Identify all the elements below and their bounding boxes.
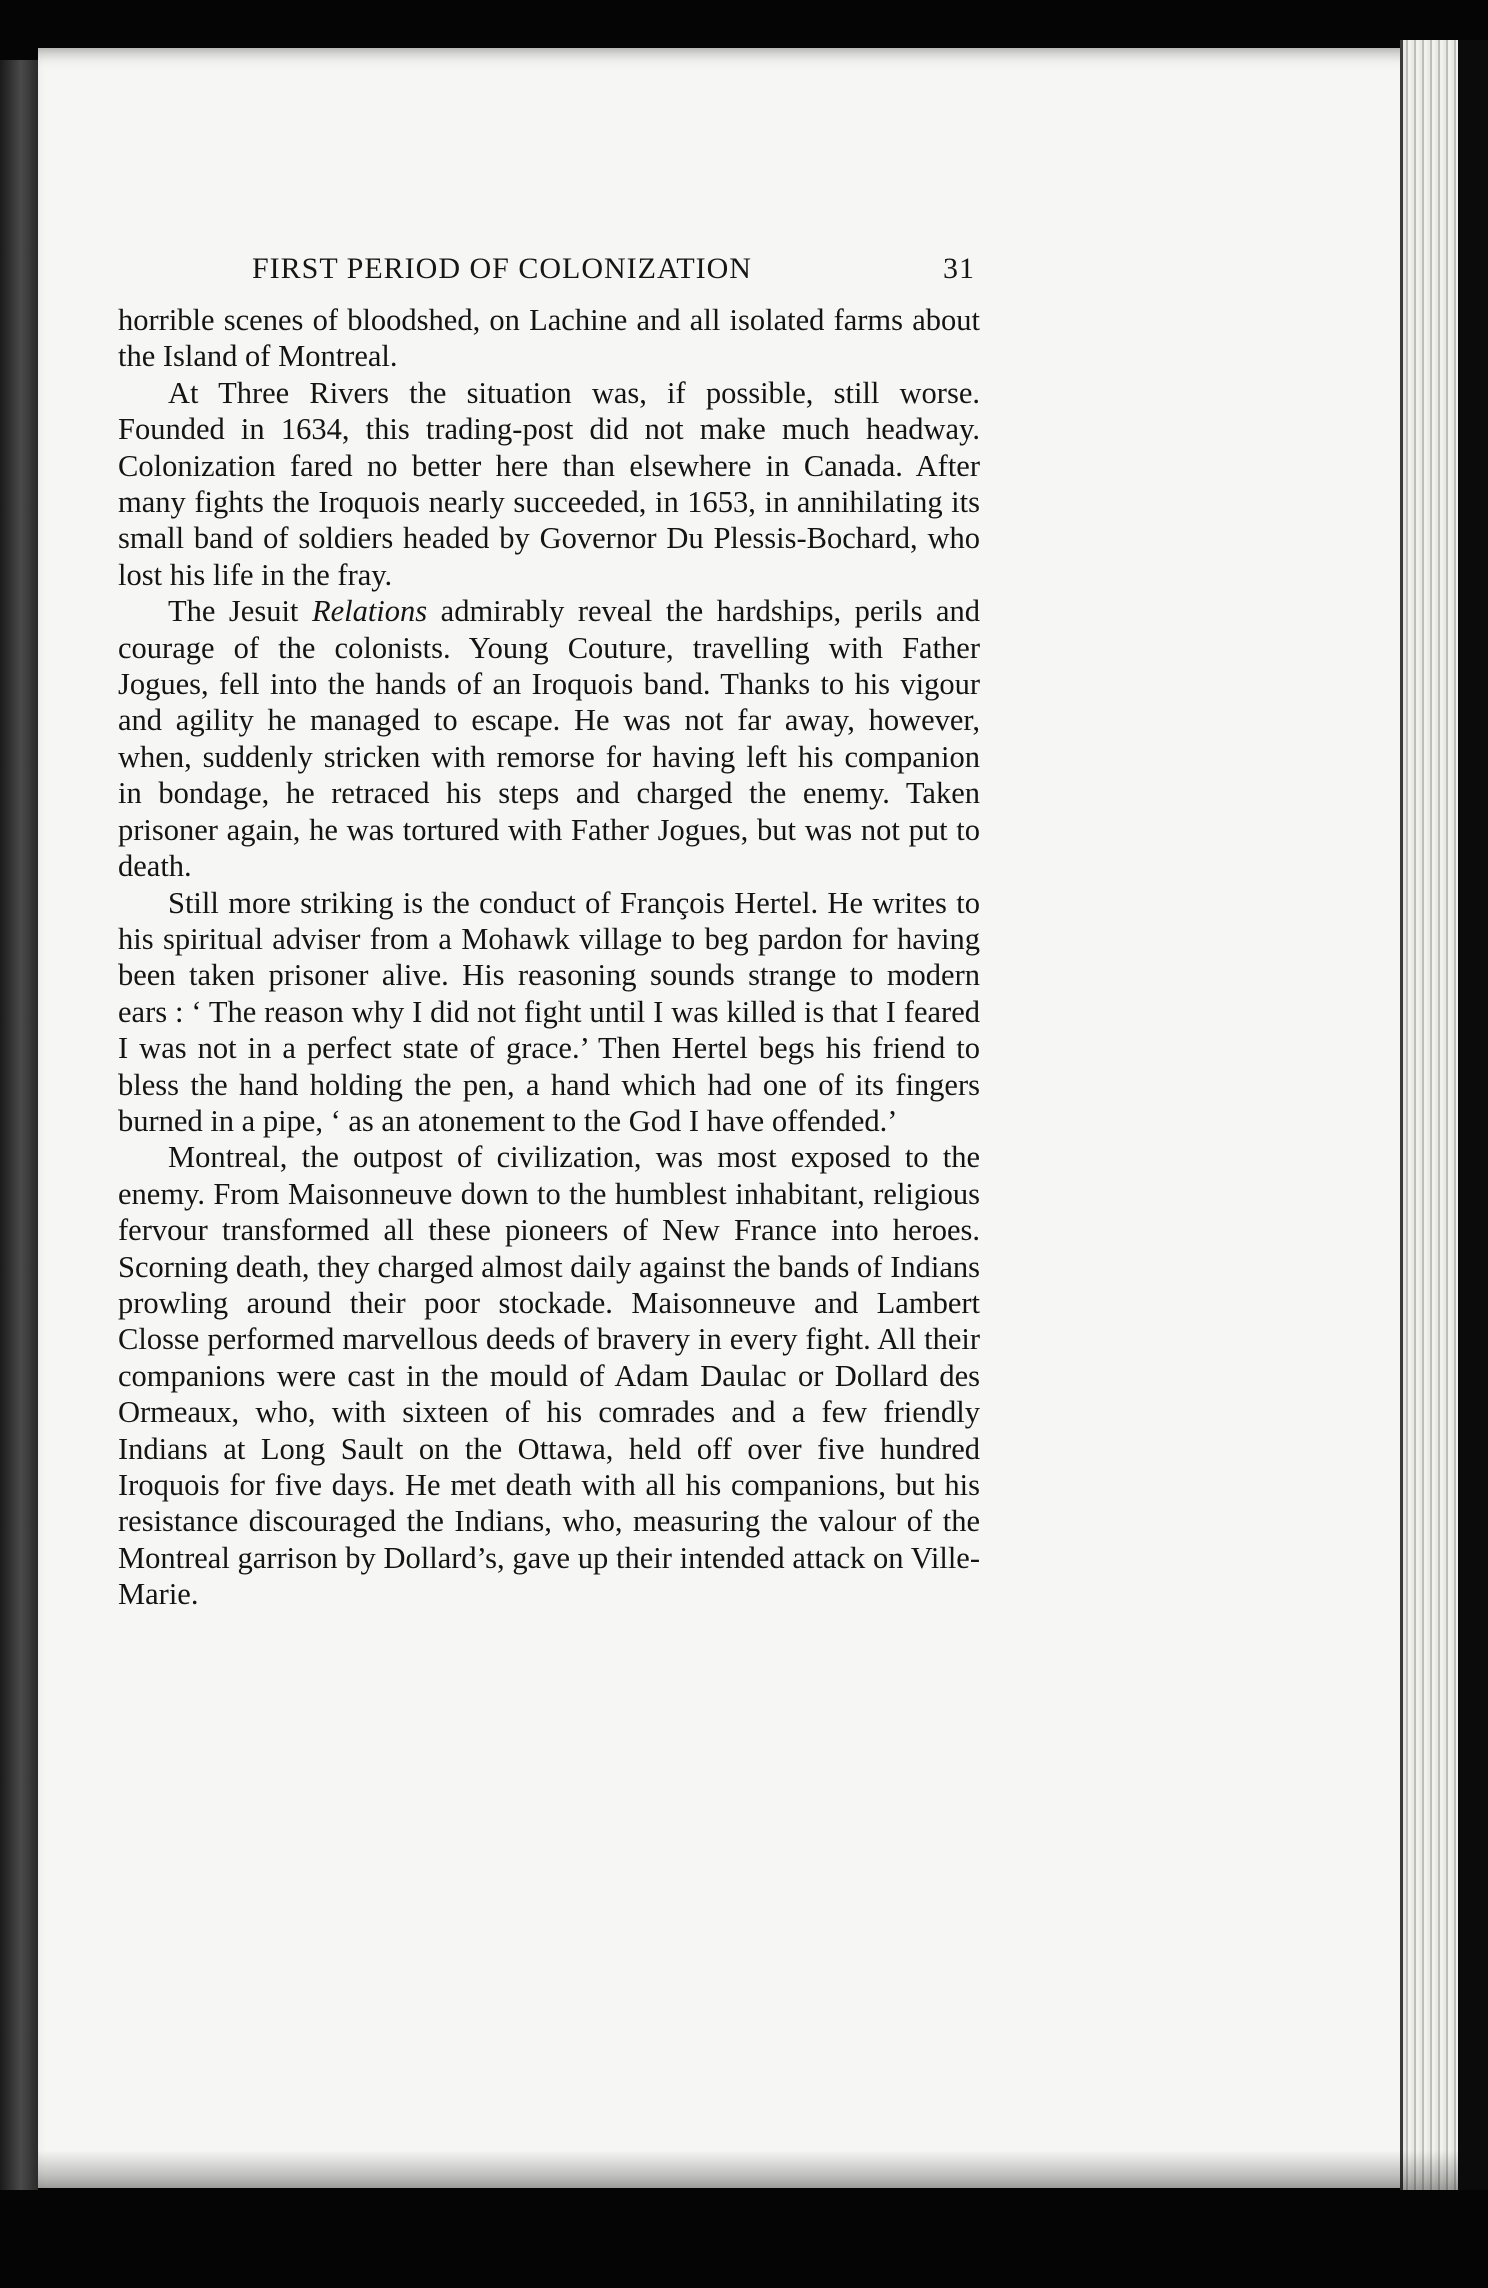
paragraph: Montreal, the outpost of civilization, was most exposed to the enemy. From Maisonneuve down to the humblest inhabitant, religious fervour transformed all these pioneers of New France into heroes. Scorning death, they charged almost daily against the bands of Indians prowling around their poor stockade. Maisonneuve and Lambert Closse performed marvellous deeds of bravery in every fight. All their companions were cast in the mould of Adam Daulac or Dollard des Ormeaux, who, with sixteen of his comrades and a few friendly Indians at Long Sault on the Ottawa, held off over five hundred Iroquois for five days. He met death with all his companions, but his resistance discouraged the Indians, who, measuring the valour of the Montreal garrison by Dollard’s, gave up their intended attack on Ville-Marie. [118,1140,980,1612]
page-number: 31 [943,252,975,285]
paragraph: Still more striking is the conduct of François Hertel. He writes to his spiritual adviser from a Mohawk village to beg pardon for having been taken prisoner alive. His reasoning sounds strange to modern ears : ‘ The reason why I did not fight until I was killed is that I feared I was not in a perfect state of grace.’ Then Hertel begs his friend to bless the hand holding the pen, a hand which had one of its fingers burned in a pipe, ‘ as an atonement to the God I have offended.’ [118,885,980,1138]
running-title: FIRST PERIOD OF COLONIZATION [252,252,752,285]
paragraph: horrible scenes of bloodshed, on Lachine and all isolated farms about the Island of Montreal. [118,303,980,374]
page-edges [1400,40,1461,2190]
running-header [252,252,987,296]
paragraph: At Three Rivers the situation was, if possible, still worse. Founded in 1634, this trading-post did not make much headway. Colonization fared no better here than elsewhere in Canada. After many fights the Iroquois nearly succeeded, in 1653, in annihilating its small band of soldiers headed by Governor Du Plessis-Bochard, who lost his life in the fray. [118,375,980,592]
body-text [118,302,980,1613]
text-span: admirably reveal the hardships, perils and courage of the colonists. Young Couture, travelling with Father Jogues, fell into the hands of an Iroquois band. Thanks to his vigour and agility he managed to escape. He was not far away, however, when, suddenly stricken with remorse for having left his companion in bondage, he retraced his steps and charged the enemy. Taken prisoner again, he was tortured with Father Jogues, but was not put to death. [118,594,980,884]
text-span: The Jesuit [168,594,312,629]
page-bottom-shadow [38,2150,1458,2190]
italic-title: Relations [311,594,428,629]
paragraph-jesuit-relations [118,593,980,884]
page-edge-shadow [1458,40,1488,2190]
book-spine [0,60,38,2190]
